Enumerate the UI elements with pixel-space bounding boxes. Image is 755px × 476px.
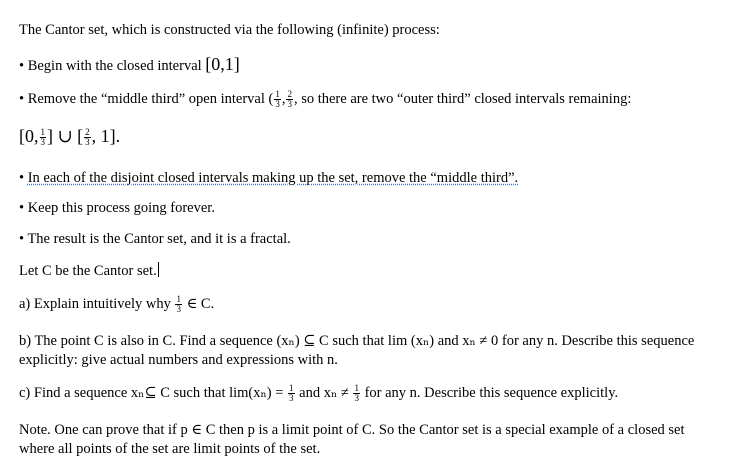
question-c: c) Find a sequence xₙ⊆ C such that lim(xₙ) = $\frac{1}{3}$ and xₙ ≠ $\frac{1}{3}$ for any n. Describe this sequence explicitly.: [19, 383, 619, 403]
fraction-one-third: $\frac{1}{3}$: [275, 89, 280, 109]
text-cursor: [158, 262, 159, 277]
question-b: b) The point C is also in C. Find a sequence (xₙ) ⊆ C such that lim (xₙ) and xₙ ≠ 0 for any n. Describe this sequence explicitly: give actual numbers and expressions with n.: [19, 333, 695, 368]
note-paragraph: Note. One can prove that if p ∈ C then p is a limit point of C. So the Cantor set is a special example of a closed set where all points of the set are limit points of the set.: [19, 422, 685, 457]
bullet-4: • Keep this process going forever.: [19, 200, 215, 216]
bullet-2: • Remove the “middle third” open interval ( $\frac{1}{3}$ , $\frac{2}{3}$ , so there are two “outer third” closed intervals remaining:: [19, 89, 632, 109]
intro-line: The Cantor set, which is constructed via the following (infinite) process:: [19, 22, 440, 38]
let-line[interactable]: Let C be the Cantor set.: [19, 263, 157, 279]
fraction-two-thirds: $\frac{2}{3}$: [287, 89, 292, 109]
bullet-1: • Begin with the closed interval [0,1]: [19, 54, 240, 74]
bullet-3: • In each of the disjoint closed intervals making up the set, remove the “middle third”.: [19, 170, 519, 186]
question-a: a) Explain intuitively why $\frac{1}{3}$ ∈ C.: [19, 294, 215, 314]
bullet-5: • The result is the Cantor set, and it is a fractal.: [19, 231, 291, 247]
intervals-union: [0, $\frac{1}{3}$ ] ∪ [ $\frac{2}{3}$ , 1].: [19, 126, 121, 148]
